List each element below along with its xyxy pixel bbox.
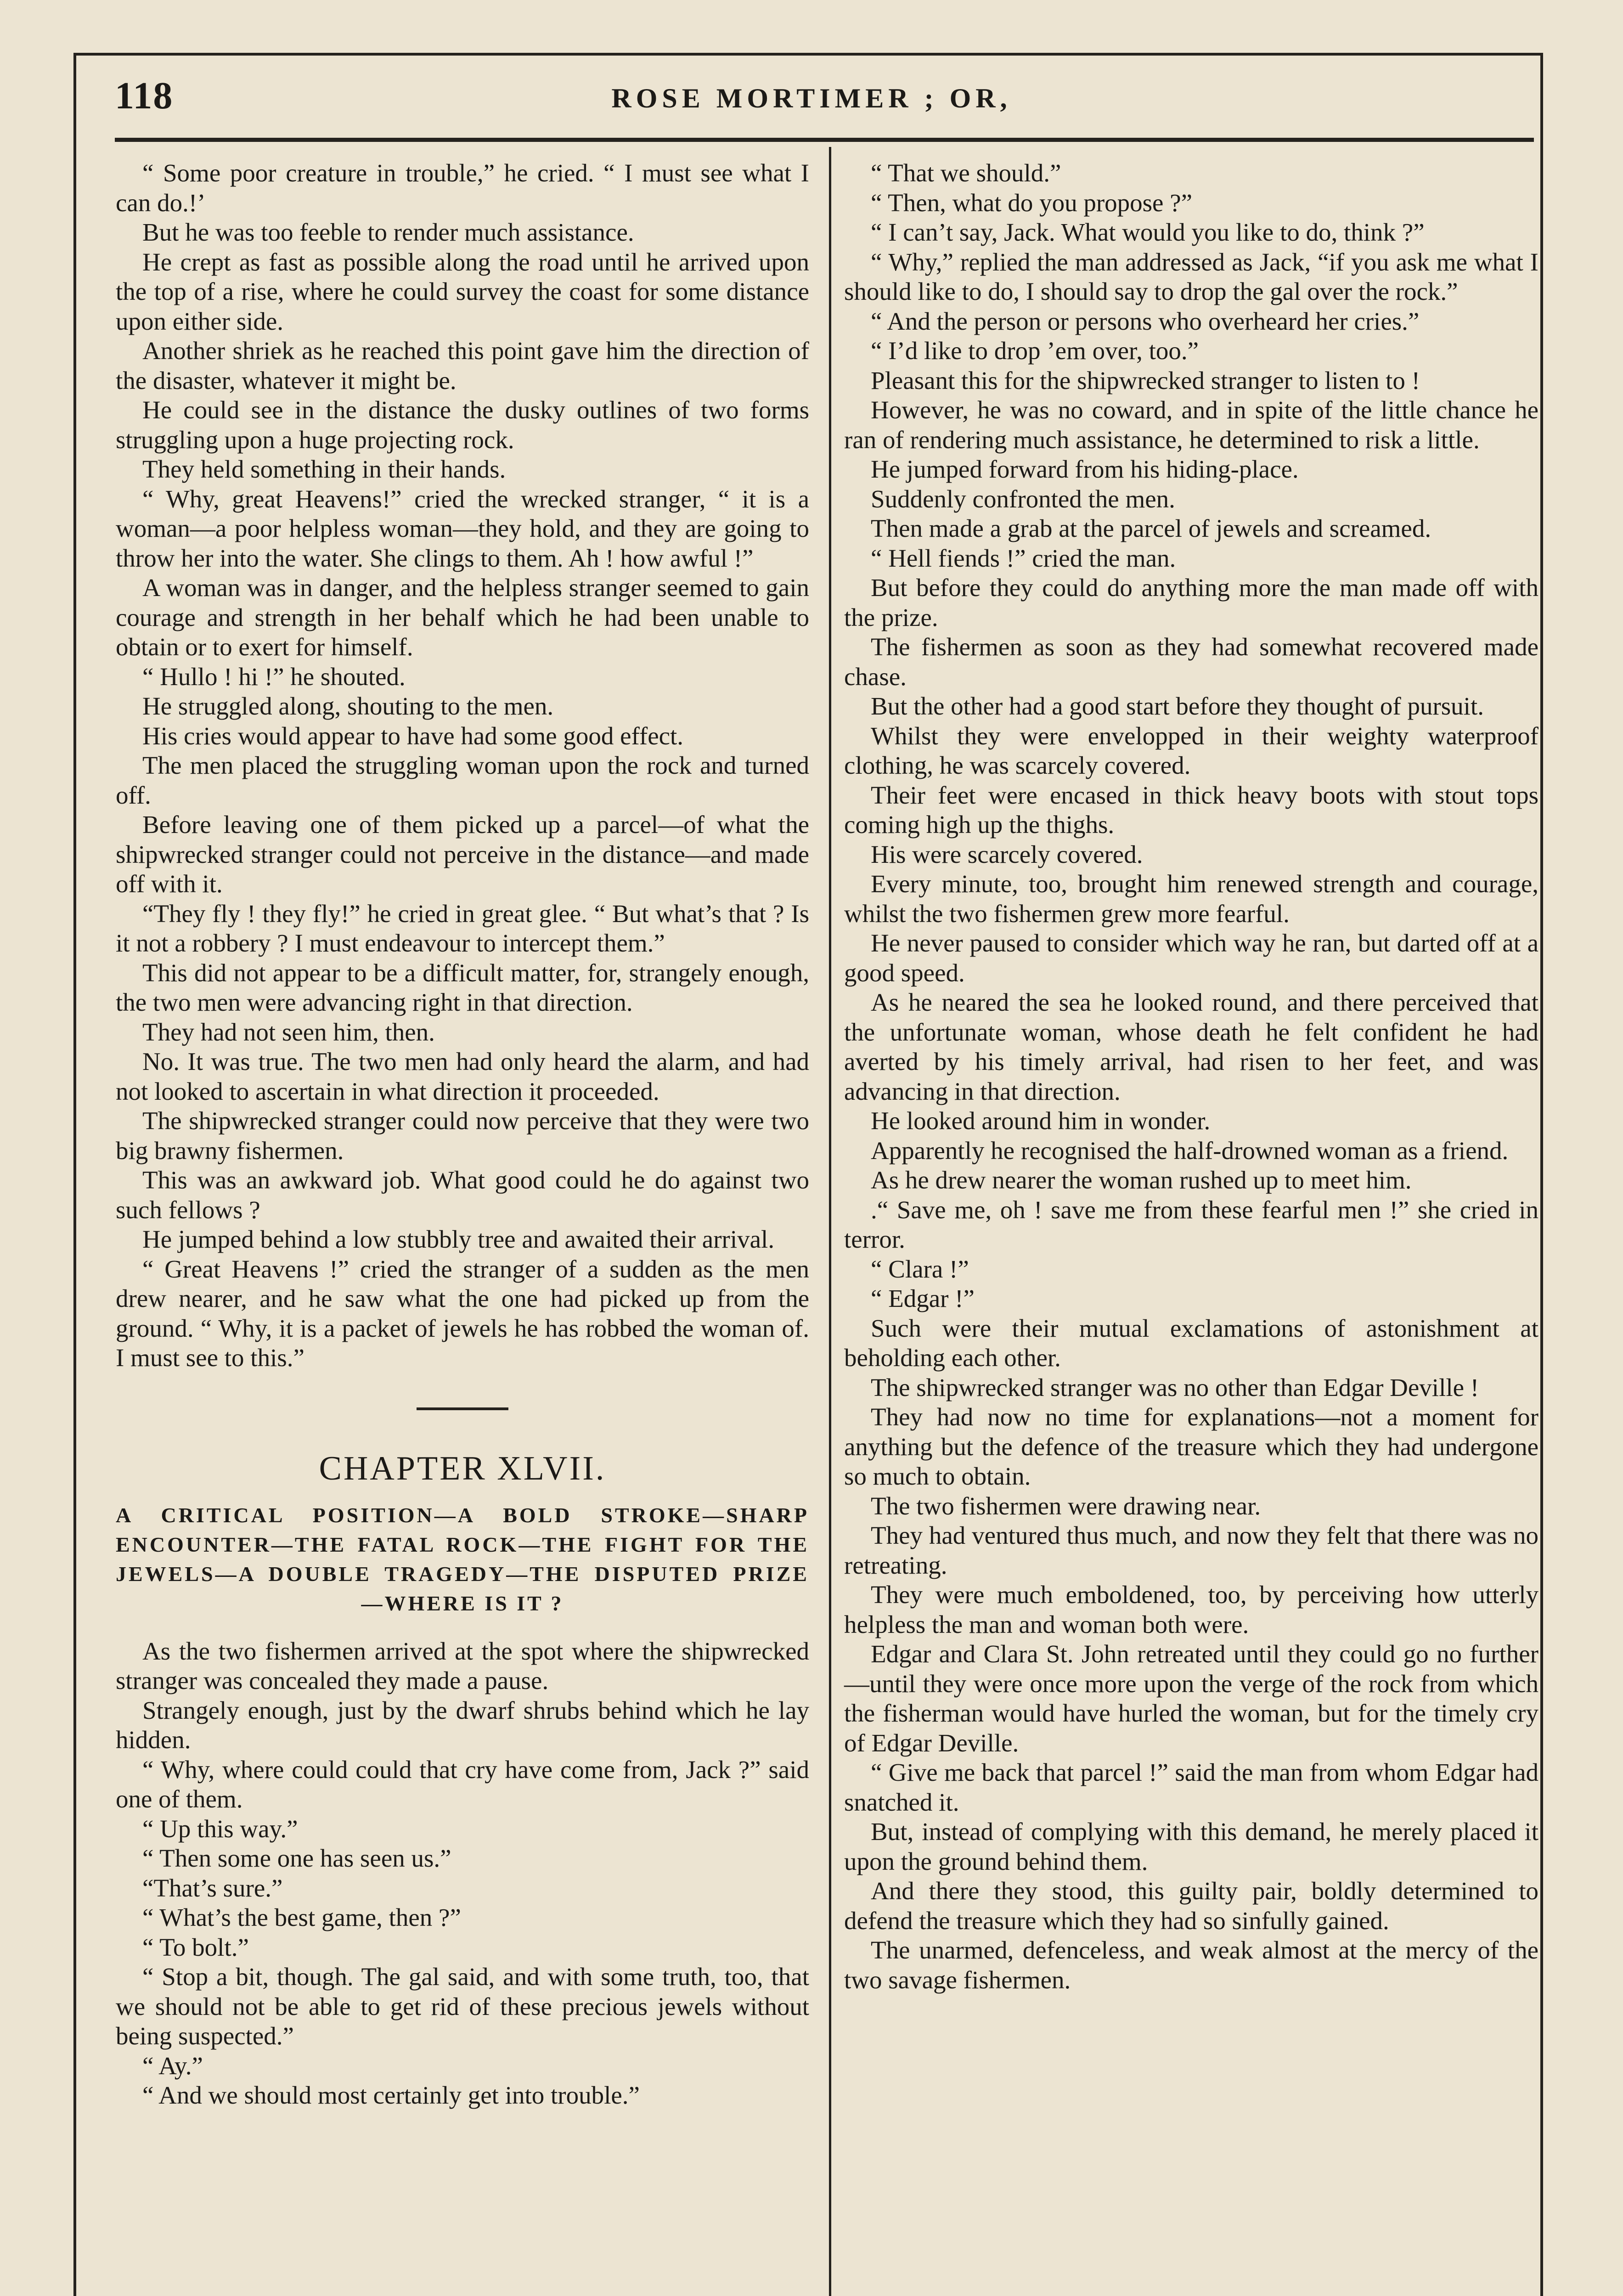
paragraph: Then made a grab at the parcel of jewels and screamed. bbox=[871, 514, 1431, 542]
paragraph: Edgar and Clara St. John retreated until they could go no further—until they were once more upon the verge of the rock from which the fisherman would have hurled the woman, but for the timely cry of Edgar Deville. bbox=[844, 1640, 1538, 1757]
paragraph: They held something in their hands. bbox=[142, 455, 506, 483]
paragraph: “ Then, what do you propose ?” bbox=[871, 188, 1193, 217]
paragraph: This was an awkward job. What good could he do against two such fellows ? bbox=[116, 1166, 809, 1224]
chapter-text bbox=[116, 1637, 809, 2110]
paragraph: Before leaving one of them picked up a parcel—of what the shipwrecked stranger could not perceive in the distance—and made off with it. bbox=[116, 810, 809, 898]
paragraph: He jumped forward from his hiding-place. bbox=[871, 455, 1299, 483]
right-column bbox=[844, 158, 1538, 1995]
paragraph: They had not seen him, then. bbox=[142, 1018, 435, 1046]
paragraph: “ To bolt.” bbox=[142, 1933, 249, 1961]
paragraph: “ Great Heavens !” cried the stranger of a sudden as the men drew nearer, and he saw what the one had picked up from the ground. “ Why, it is a packet of jewels he has robbed the woman of. I must see to this.” bbox=[116, 1255, 809, 1372]
paragraph: Pleasant this for the shipwrecked stranger to listen to ! bbox=[871, 366, 1420, 394]
chapter-heading: CHAPTER XLVII. bbox=[319, 1449, 606, 1487]
paragraph: Apparently he recognised the half-drowned woman as a friend. bbox=[871, 1136, 1509, 1165]
paragraph: But he was too feeble to render much assistance. bbox=[142, 218, 634, 246]
paragraph: His were scarcely covered. bbox=[871, 840, 1143, 868]
paragraph: “That’s sure.” bbox=[142, 1874, 283, 1902]
paragraph: He crept as fast as possible along the road until he arrived upon the top of a rise, where he could survey the coast for some distance upon either side. bbox=[116, 248, 809, 335]
paragraph: His cries would appear to have had some good effect. bbox=[142, 721, 684, 750]
running-head: ROSE MORTIMER ; OR, bbox=[611, 83, 1012, 113]
paragraph: “ Give me back that parcel !” said the man from whom Edgar had snatched it. bbox=[844, 1758, 1538, 1816]
paragraph: “ And we should most certainly get into trouble.” bbox=[142, 2081, 640, 2109]
paragraph: “ I’d like to drop ’em over, too.” bbox=[871, 337, 1199, 365]
paragraph: “ Edgar !” bbox=[871, 1284, 975, 1312]
paragraph: “ Stop a bit, though. The gal said, and with some truth, too, that we should not be able to get rid of these precious jewels without being suspected.” bbox=[116, 1963, 809, 2050]
paragraph: “ And the person or persons who overheard her cries.” bbox=[871, 307, 1420, 335]
paragraph: He looked around him in wonder. bbox=[871, 1107, 1211, 1135]
paragraph: Their feet were encased in thick heavy boots with stout tops coming high up the thighs. bbox=[844, 781, 1538, 838]
paragraph: And there they stood, this guilty pair, boldly determined to defend the treasure which they had so sinfully gained. bbox=[844, 1877, 1538, 1935]
paragraph: They had ventured thus much, and now they felt that there was no retreating. bbox=[844, 1521, 1538, 1579]
paragraph: But the other had a good start before they thought of pursuit. bbox=[871, 692, 1484, 720]
paragraph: “ Why,” replied the man addressed as Jack, “if you ask me what I should like to do, I should say to drop the gal over the rock.” bbox=[844, 248, 1538, 305]
paragraph: He struggled along, shouting to the men. bbox=[142, 692, 554, 720]
section-break-rule bbox=[417, 1407, 508, 1410]
paragraph: They had now no time for explanations—not a moment for anything but the defence of the treasure which they had undergone so much to obtain. bbox=[844, 1403, 1538, 1490]
paragraph: The unarmed, defenceless, and weak almost at the mercy of the two savage fishermen. bbox=[844, 1936, 1538, 1994]
paragraph: Strangely enough, just by the dwarf shrubs behind which he lay hidden. bbox=[116, 1696, 809, 1754]
paragraph: As the two fishermen arrived at the spot where the shipwrecked stranger was concealed they made a pause. bbox=[116, 1637, 809, 1694]
chapter-synopsis: A CRITICAL POSITION—A BOLD STROKE—SHARP ENCOUNTER—THE FATAL ROCK—THE FIGHT FOR THE JEWELS—A DOUBLE TRAGEDY—THE DISPUTED PRIZE—WHERE IS IT ? bbox=[116, 1503, 809, 1615]
paragraph: “ Then some one has seen us.” bbox=[142, 1844, 451, 1872]
paragraph: The shipwrecked stranger could now perceive that they were two big brawny fishermen. bbox=[116, 1107, 809, 1165]
paragraph: But before they could do anything more the man made off with the prize. bbox=[844, 574, 1538, 631]
paragraph: “ Why, where could could that cry have come from, Jack ?” said one of them. bbox=[116, 1755, 809, 1813]
paragraph: This did not appear to be a difficult matter, for, strangely enough, the two men were advancing right in that direction. bbox=[116, 958, 809, 1016]
paragraph: The fishermen as soon as they had somewhat recovered made chase. bbox=[844, 633, 1538, 691]
paragraph: “They fly ! they fly!” he cried in great glee. “ But what’s that ? Is it not a robbery ? I must endeavour to intercept them.” bbox=[116, 899, 809, 957]
paragraph: “ Why, great Heavens!” cried the wrecked stranger, “ it is a woman—a poor helpless woman—they hold, and they are going to throw her into the water. She clings to them. Ah ! how awful !” bbox=[116, 484, 809, 572]
paragraph: Another shriek as he reached this point gave him the direction of the disaster, whatever it might be. bbox=[116, 337, 809, 394]
paragraph: “ Some poor creature in trouble,” he cried. “ I must see what I can do.!’ bbox=[116, 159, 809, 217]
paragraph: “ What’s the best game, then ?” bbox=[142, 1903, 461, 1931]
paragraph: A woman was in danger, and the helpless stranger seemed to gain courage and strength in her behalf which he had been unable to obtain or to exert for himself. bbox=[116, 574, 809, 661]
paragraph: “ Up this way.” bbox=[142, 1814, 298, 1843]
paragraph: No. It was true. The two men had only heard the alarm, and had not looked to ascertain in what direction it proceeded. bbox=[116, 1047, 809, 1105]
paragraph: “ Hullo ! hi !” he shouted. bbox=[142, 662, 406, 691]
paragraph: Whilst they were envelopped in their weighty waterproof clothing, he was scarcely covered. bbox=[844, 721, 1538, 779]
left-column bbox=[116, 158, 809, 2110]
paragraph: As he drew nearer the woman rushed up to meet him. bbox=[871, 1166, 1412, 1194]
paragraph: “ Clara !” bbox=[871, 1255, 969, 1283]
paragraph: But, instead of complying with this demand, he merely placed it upon the ground behind them. bbox=[844, 1818, 1538, 1875]
paragraph: He never paused to consider which way he ran, but darted off at a good speed. bbox=[844, 929, 1538, 987]
header-rule bbox=[115, 138, 1534, 142]
paragraph: “ Ay.” bbox=[142, 2051, 203, 2080]
paragraph: “ Hell fiends !” cried the man. bbox=[871, 544, 1176, 572]
paragraph: .“ Save me, oh ! save me from these fearful men !” she cried in terror. bbox=[844, 1195, 1538, 1253]
paragraph: Every minute, too, brought him renewed strength and courage, whilst the two fishermen grew more fearful. bbox=[844, 870, 1538, 928]
paragraph: The men placed the struggling woman upon the rock and turned off. bbox=[116, 751, 809, 809]
column-divider bbox=[829, 147, 831, 2296]
paragraph: They were much emboldened, too, by perceiving how utterly helpless the man and woman both were. bbox=[844, 1581, 1538, 1638]
paragraph: He jumped behind a low stubbly tree and awaited their arrival. bbox=[142, 1225, 775, 1253]
paragraph: Such were their mutual exclamations of astonishment at beholding each other. bbox=[844, 1314, 1538, 1372]
paragraph: Suddenly confronted the men. bbox=[871, 484, 1175, 513]
paragraph: The two fishermen were drawing near. bbox=[871, 1491, 1261, 1520]
paragraph: “ I can’t say, Jack. What would you like to do, think ?” bbox=[871, 218, 1425, 246]
paragraph: As he neared the sea he looked round, and there perceived that the unfortunate woman, whose death he felt confident he had averted by his timely arrival, had risen to her feet, and was advancing in that direction. bbox=[844, 988, 1538, 1105]
paragraph: “ That we should.” bbox=[871, 159, 1061, 187]
right-column-text bbox=[844, 158, 1538, 1995]
paragraph: However, he was no coward, and in spite of the little chance he ran of rendering much assistance, he determined to risk a little. bbox=[844, 396, 1538, 454]
left-column-text bbox=[116, 158, 809, 1373]
paragraph: He could see in the distance the dusky outlines of two forms struggling upon a huge projecting rock. bbox=[116, 396, 809, 454]
paragraph: The shipwrecked stranger was no other than Edgar Deville ! bbox=[871, 1373, 1479, 1401]
page-number: 118 bbox=[115, 74, 174, 117]
